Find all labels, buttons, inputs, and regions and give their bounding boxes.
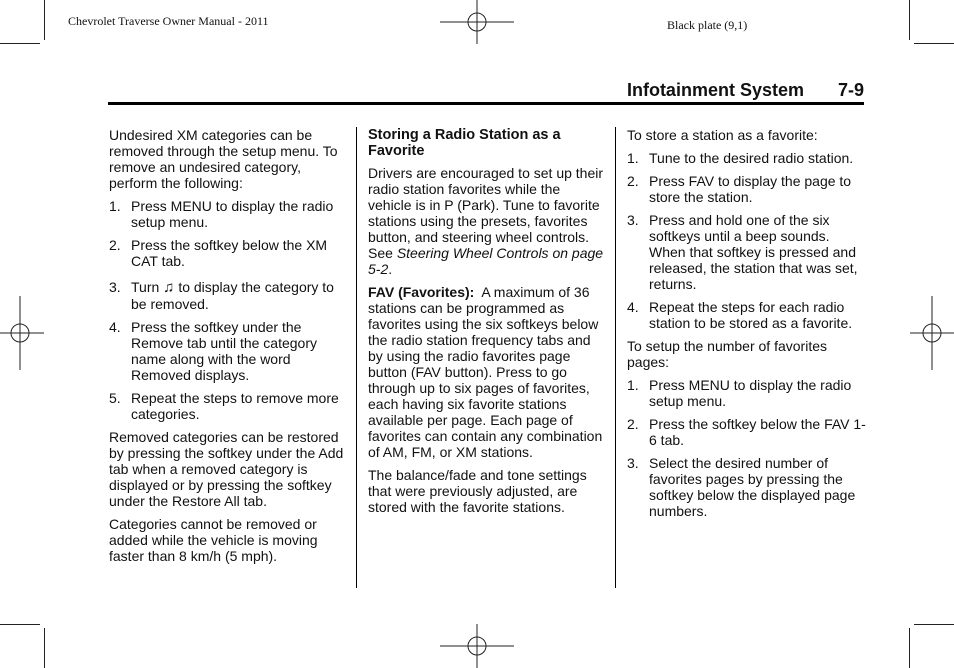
list-item: 2. Press the softkey below the FAV 1-6 tab.	[627, 416, 866, 448]
section-title: Infotainment System	[626, 80, 804, 100]
list-item: 3. Press and hold one of the six softkeys until a beep sounds. When that softkey is pressed and released, the station that was set, returns.	[627, 212, 858, 292]
registration-mark-left-icon	[0, 296, 44, 370]
running-header-left: Chevrolet Traverse Owner Manual - 2011	[68, 14, 269, 28]
column-1	[109, 127, 349, 571]
column-divider	[615, 127, 616, 588]
page-header	[108, 80, 864, 105]
col3-steps-2	[627, 377, 867, 519]
list-item: 3. Turn ♫ to display the category to be removed.	[109, 279, 334, 312]
list-item: 5. Repeat the steps to remove more categories.	[109, 390, 339, 422]
list-item: 4. Repeat the steps for each radio station to be stored as a favorite.	[627, 299, 853, 331]
page-title	[627, 80, 864, 101]
section-heading: Storing a Radio Station as a Favorite	[368, 127, 561, 159]
registration-mark-top-icon	[440, 0, 514, 44]
running-header-right: Black plate (9,1)	[667, 18, 748, 32]
list-item: 4. Press the softkey under the Remove tab until the category name along with the word Removed displays.	[109, 319, 317, 383]
col2-para-1: Drivers are encouraged to set up their radio station favorites while the vehicle is in P (Park). Tune to favorite stations using the presets, favorites button, and steering wheel controls. See Steering Wheel Controls on page 5-2.	[368, 165, 604, 277]
list-item: 2. Press the softkey below the XM CAT tab.	[109, 237, 328, 269]
list-item: 1. Tune to the desired radio station.	[627, 150, 854, 166]
col3-steps	[627, 150, 867, 331]
list-item: 2. Press FAV to display the page to store the station.	[627, 173, 852, 205]
col3-intro: To store a station as a favorite:	[627, 127, 818, 143]
column-3	[627, 127, 867, 526]
music-note-icon: ♫	[163, 279, 175, 296]
col1-para-2: Removed categories can be restored by pressing the softkey under the Add tab when a removed category is displayed or by pressing the softkey under the Restore All tab.	[109, 429, 344, 509]
col2-fav-para: FAV (Favorites): A maximum of 36 stations can be programmed as favorites using the six softkeys below the radio station frequency tabs and by using the radio favorites page button (FAV button). Press to go through up to six pages of favorites, each having six favorite stations available per page. Each page of favorites can contain any combination of AM, FM, or XM stations.	[368, 284, 603, 460]
column-2	[368, 127, 606, 522]
col3-intro-2: To setup the number of favorites pages:	[627, 338, 827, 370]
list-item: 1. Press MENU to display the radio setup menu.	[109, 198, 334, 230]
cross-reference: Steering Wheel Controls on page 5-2	[368, 245, 604, 277]
page-number: 7-9	[837, 80, 864, 100]
list-item: 1. Press MENU to display the radio setup menu.	[627, 377, 852, 409]
col1-para-3: Categories cannot be removed or added while the vehicle is moving faster than 8 km/h (5 mph).	[109, 516, 318, 564]
col1-steps	[109, 198, 349, 422]
col2-para-3: The balance/fade and tone settings that were previously adjusted, are stored with the favorite stations.	[368, 467, 587, 515]
list-item: 3. Select the desired number of favorites pages by pressing the softkey below the displayed page numbers.	[627, 455, 856, 519]
fav-term: FAV (Favorites):	[368, 284, 475, 300]
col1-intro: Undesired XM categories can be removed through the setup menu. To remove an undesired category, perform the following:	[109, 127, 338, 191]
column-divider	[356, 127, 357, 588]
registration-mark-right-icon	[910, 296, 954, 370]
registration-mark-bottom-icon	[440, 624, 514, 668]
